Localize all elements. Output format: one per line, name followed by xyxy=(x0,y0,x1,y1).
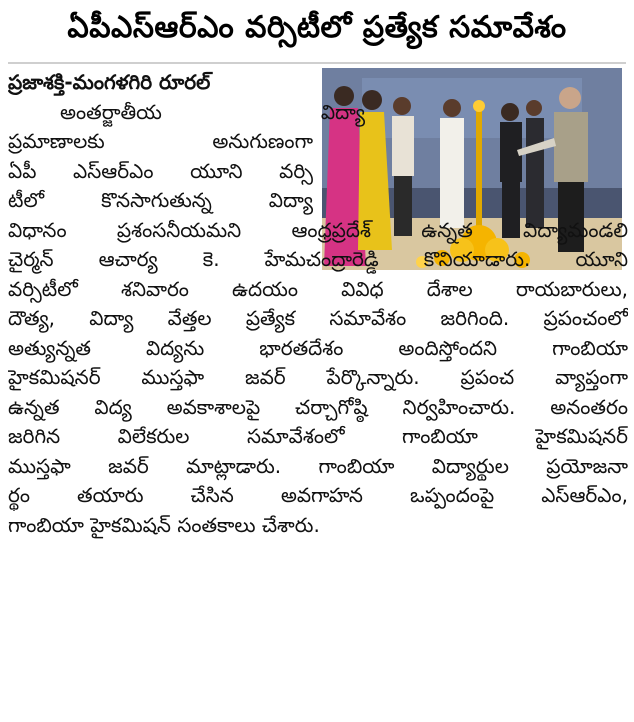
article-line: ర్థం తయారు చేసిన అవగాహన ఒప్పందంపై ఎస్ఆర్ఎం, xyxy=(8,483,628,507)
byline: ప్రజాశక్తి-మంగళగిరి రూరల్ xyxy=(8,70,211,94)
article-line: ముస్తఫా జవర్ మాట్లాడారు. గాంబియా విద్యార్థుల ప్రయోజనా xyxy=(8,453,628,478)
article-line: జరిగిన విలేకరుల సమావేశంలో గాంబియా హైకమిషనర్ xyxy=(8,424,628,448)
article-body xyxy=(8,68,628,540)
article-line: ప్రమాణాలకు అనుగుణంగా xyxy=(8,129,313,153)
headline-divider xyxy=(8,62,626,64)
article-line: ఏపీ ఎస్ఆర్ఎం యూని వర్సి xyxy=(8,158,313,183)
article-line: దౌత్య, విద్యా వేత్తల ప్రత్యేక సమావేశం జరిగింది. ప్రపంచంలో xyxy=(8,306,628,330)
article-line: ఉన్నత విద్య అవకాశాలపై చర్చాగోష్ఠి నిర్వహించారు. అనంతరం xyxy=(8,394,628,419)
headline: ఏపీఎస్ఆర్ఎం వర్సిటీలో ప్రత్యేక సమావేశం xyxy=(67,10,567,45)
article-line: చైర్మన్ ఆచార్య కె. హేమచంద్రారెడ్డి కొనియాడారు. యూని xyxy=(8,247,628,271)
article-line: గాంబియా హైకమిషన్ సంతకాలు చేశారు. xyxy=(8,512,320,537)
article-line: టీలో కొనసాగుతున్న విద్యా xyxy=(8,188,313,212)
article-line: విధానం ప్రశంసనీయమని ఆంధ్రప్రదేశ్ ఉన్నత విద్యామండలి xyxy=(8,217,628,242)
article-line: అంతర్జాతీయ విద్యా xyxy=(60,99,365,124)
article-line: హైకమిషనర్ ముస్తఫా జవర్ పేర్కొన్నారు. ప్రపంచ వ్యాప్తంగా xyxy=(8,365,628,389)
article-line: అత్యున్నత విద్యను భారతదేశం అందిస్తోందని గాంబియా xyxy=(8,335,628,360)
article-line: వర్సిటీలో శనివారం ఉదయం వివిధ దేశాల రాయబారులు, xyxy=(8,276,628,301)
